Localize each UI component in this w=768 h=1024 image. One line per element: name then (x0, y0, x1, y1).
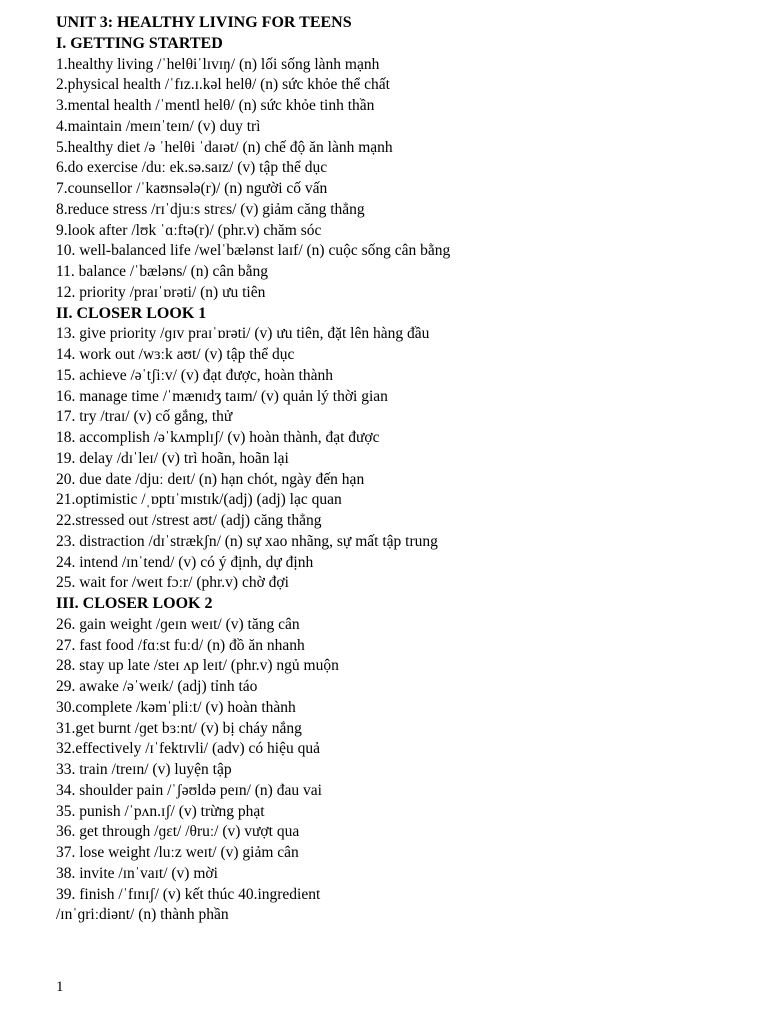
document-page (56, 13, 746, 926)
vocabulary-item: 27. fast food /fɑːst fuːd/ (n) đồ ăn nhanh (56, 636, 305, 654)
vocabulary-item: 16. manage time /ˈmænɪdʒ taɪm/ (v) quản lý thời gian (56, 387, 388, 405)
vocabulary-item: 7.counsellor /ˈkaʊnsələ(r)/ (n) người cố vấn (56, 180, 328, 197)
page-number: 1 (56, 979, 64, 995)
vocabulary-item: 39. finish /ˈfɪnɪʃ/ (v) kết thúc 40.ingredient (56, 885, 321, 903)
document-title: UNIT 3: HEALTHY LIVING FOR TEENS (56, 14, 352, 31)
vocabulary-item: 36. get through /ɡɛt/ /θruː/ (v) vượt qua (56, 823, 300, 841)
vocabulary-item: 20. due date /djuː deɪt/ (n) hạn chót, ngày đến hạn (56, 470, 365, 488)
vocabulary-item: 18. accomplish /əˈkʌmplɪʃ/ (v) hoàn thành, đạt được (56, 429, 380, 446)
vocabulary-item: 22.stressed out /strest aʊt/ (adj) căng thẳng (56, 512, 322, 529)
section-heading: I. GETTING STARTED (56, 34, 223, 52)
vocabulary-item: 33. train /treɪn/ (v) luyện tập (56, 761, 232, 778)
vocabulary-sections (56, 34, 746, 926)
vocabulary-item: 25. wait for /weɪt fɔːr/ (phr.v) chờ đợi (56, 574, 289, 592)
vocabulary-item: 8.reduce stress /rɪˈdjuːs strɛs/ (v) giảm căng thẳng (56, 200, 365, 218)
vocabulary-item: 10. well-balanced life /welˈbælənst laɪf/ (n) cuộc sống cân bằng (56, 242, 451, 260)
vocabulary-item: 38. invite /ɪnˈvaɪt/ (v) mời (56, 864, 218, 882)
vocabulary-item: 34. shoulder pain /ˈʃəʊldə peɪn/ (n) đau vai (56, 781, 322, 799)
vocabulary-item: 26. gain weight /ɡeɪn weɪt/ (v) tăng cân (56, 615, 300, 633)
vocabulary-item: 6.do exercise /duː ek.sə.saɪz/ (v) tập thể dục (56, 159, 328, 177)
vocabulary-item: 30.complete /kəmˈpliːt/ (v) hoàn thành (56, 698, 296, 716)
vocabulary-item: 14. work out /wɜːk aʊt/ (v) tập thể dục (56, 346, 295, 363)
vocabulary-item: 4.maintain /meɪnˈteɪn/ (v) duy trì (56, 117, 261, 135)
vocabulary-item: 37. lose weight /luːz weɪt/ (v) giảm cân (56, 844, 299, 861)
vocabulary-item: 31.get burnt /ɡet bɜːnt/ (v) bị cháy nắng (56, 719, 302, 737)
vocabulary-item: 19. delay /dɪˈleɪ/ (v) trì hoãn, hoãn lại (56, 449, 289, 467)
vocabulary-item: 13. give priority /ɡɪv praɪˈɒrəti/ (v) ưu tiên, đặt lên hàng đầu (56, 325, 430, 343)
vocabulary-item: 9.look after /lʊk ˈɑːftə(r)/ (phr.v) chăm sóc (56, 221, 322, 239)
vocabulary-item: 35. punish /ˈpʌn.ɪʃ/ (v) trừng phạt (56, 802, 265, 820)
vocabulary-item: 17. try /traɪ/ (v) cố gắng, thử (56, 408, 233, 426)
vocabulary-item: 29. awake /əˈweɪk/ (adj) tỉnh táo (56, 678, 258, 695)
vocabulary-item: 5.healthy diet /ə ˈhelθi ˈdaɪət/ (n) chế độ ăn lành mạnh (56, 138, 393, 156)
vocabulary-item: 12. priority /praɪˈɒrəti/ (n) ưu tiên (56, 283, 266, 301)
vocabulary-item: 3.mental health /ˈmentl helθ/ (n) sức khỏe tinh thần (56, 97, 375, 114)
vocabulary-item: 1.healthy living /ˈhelθiˈlɪvɪŋ/ (n) lối sống lành mạnh (56, 55, 380, 73)
vocabulary-item: 11. balance /ˈbæləns/ (n) cân bằng (56, 263, 269, 280)
vocabulary-item: 21.optimistic /ˌɒptɪˈmɪstɪk/(adj) (adj) lạc quan (56, 491, 342, 509)
vocabulary-item: /ɪnˈɡriːdiənt/ (n) thành phần (56, 906, 229, 924)
vocabulary-item: 24. intend /ɪnˈtend/ (v) có ý định, dự định (56, 553, 314, 571)
section-heading: III. CLOSER LOOK 2 (56, 595, 213, 612)
vocabulary-item: 23. distraction /dɪˈstrækʃn/ (n) sự xao nhãng, sự mất tập trung (56, 532, 438, 550)
vocabulary-item: 15. achieve /əˈtʃiːv/ (v) đạt được, hoàn thành (56, 366, 333, 384)
vocabulary-item: 32.effectively /ɪˈfektɪvli/ (adv) có hiệu quả (56, 740, 320, 758)
section-heading: II. CLOSER LOOK 1 (56, 304, 207, 322)
vocabulary-item: 28. stay up late /steɪ ʌp leɪt/ (phr.v) ngủ muộn (56, 657, 339, 675)
vocabulary-item: 2.physical health /ˈfɪz.ɪ.kəl helθ/ (n) sức khỏe thể chất (56, 76, 390, 94)
